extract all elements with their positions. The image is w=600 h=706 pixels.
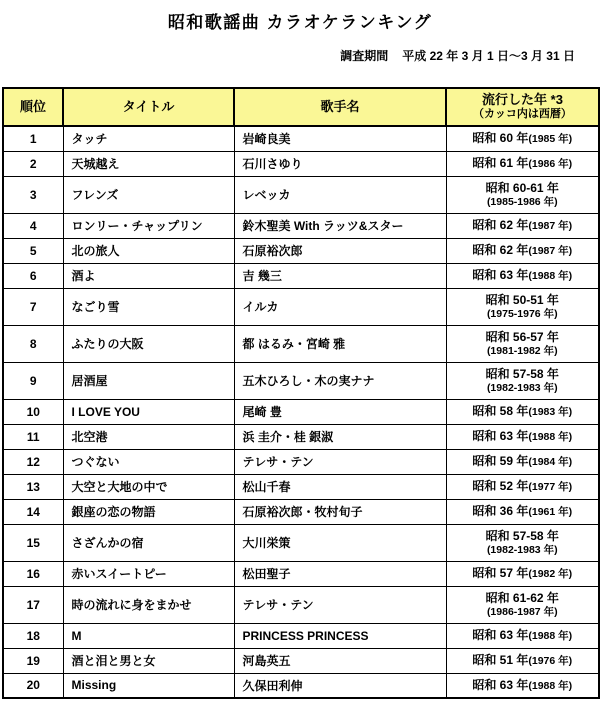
singer-cell: テレサ・テン	[234, 449, 446, 474]
year-showa: 昭和 61 年	[472, 156, 529, 171]
year-showa: 昭和 56-57 年	[485, 329, 559, 344]
song-title-cell: タッチ	[63, 126, 234, 151]
header-song-title: タイトル	[63, 88, 234, 126]
page-title: 昭和歌謡曲 カラオケランキング	[167, 13, 433, 32]
year-cell	[446, 126, 599, 151]
singer-cell: 五木ひろし・木の実ナナ	[234, 362, 446, 399]
song-title-cell: ロンリー・チャップリン	[63, 213, 234, 238]
table-row	[3, 424, 599, 449]
year-cell	[446, 213, 599, 238]
year-showa: 昭和 36 年	[472, 504, 529, 519]
song-title-cell: 赤いスイートピー	[63, 561, 234, 586]
ranking-table	[2, 87, 600, 699]
rank-cell: 20	[3, 673, 63, 698]
header-rank: 順位	[3, 88, 63, 126]
rank-cell: 15	[3, 524, 63, 561]
year-cell	[446, 424, 599, 449]
singer-cell: PRINCESS PRINCESS	[234, 623, 446, 648]
year-cell	[446, 474, 599, 499]
table-body	[3, 126, 599, 698]
year-western: (1961 年)	[528, 506, 573, 519]
rank-cell: 18	[3, 623, 63, 648]
singer-cell: 都 はるみ・宮崎 雅	[234, 325, 446, 362]
year-showa: 昭和 63 年	[472, 628, 529, 643]
year-showa: 昭和 51 年	[472, 653, 529, 668]
table-row	[3, 151, 599, 176]
year-showa: 昭和 57-58 年	[485, 528, 559, 543]
rank-cell: 1	[3, 126, 63, 151]
song-title-cell: 居酒屋	[63, 362, 234, 399]
year-western: (1986-1987 年)	[486, 605, 558, 618]
song-title-cell: 時の流れに身をまかせ	[63, 586, 234, 623]
song-title-cell: 大空と大地の中で	[63, 474, 234, 499]
year-showa: 昭和 57 年	[472, 566, 529, 581]
song-title-cell: 銀座の恋の物語	[63, 499, 234, 524]
header-singer: 歌手名	[234, 88, 446, 126]
survey-period-value: 平成 22 年 3 月 1 日～3 月 31 日	[402, 49, 575, 63]
year-western: (1975-1976 年)	[486, 307, 558, 320]
year-cell	[446, 524, 599, 561]
table-row	[3, 586, 599, 623]
year-showa: 昭和 57-58 年	[485, 366, 559, 381]
year-showa: 昭和 62 年	[472, 243, 529, 258]
year-showa: 昭和 63 年	[472, 429, 529, 444]
table-row	[3, 238, 599, 263]
table-header	[3, 88, 599, 126]
year-showa: 昭和 50-51 年	[485, 292, 559, 307]
table-row	[3, 449, 599, 474]
singer-cell: 久保田利伸	[234, 673, 446, 698]
song-title-cell: 北の旅人	[63, 238, 234, 263]
year-western: (1988 年)	[528, 630, 573, 643]
table-row	[3, 474, 599, 499]
singer-cell: 吉 幾三	[234, 263, 446, 288]
header-row	[3, 88, 599, 126]
year-showa: 昭和 63 年	[472, 677, 529, 692]
table-row	[3, 213, 599, 238]
table-row	[3, 399, 599, 424]
rank-cell: 12	[3, 449, 63, 474]
year-western: (1984 年)	[528, 456, 573, 469]
song-title-cell: なごり雪	[63, 288, 234, 325]
table-row	[3, 126, 599, 151]
survey-period	[0, 49, 600, 64]
year-western: (1986 年)	[528, 158, 573, 171]
year-western: (1982 年)	[528, 568, 573, 581]
song-title-cell: 北空港	[63, 424, 234, 449]
year-western: (1988 年)	[528, 679, 573, 692]
header-year-line2: （カッコ内は西暦）	[473, 108, 572, 121]
table-row	[3, 673, 599, 698]
song-title-cell: I LOVE YOU	[63, 399, 234, 424]
year-cell	[446, 561, 599, 586]
year-showa: 昭和 58 年	[472, 404, 529, 419]
rank-cell: 4	[3, 213, 63, 238]
rank-cell: 3	[3, 176, 63, 213]
year-cell	[446, 586, 599, 623]
table-row	[3, 623, 599, 648]
rank-cell: 10	[3, 399, 63, 424]
singer-cell: 河島英五	[234, 648, 446, 673]
year-western: (1988 年)	[528, 431, 573, 444]
song-title-cell: さざんかの宿	[63, 524, 234, 561]
table-row	[3, 325, 599, 362]
table-row	[3, 288, 599, 325]
song-title-cell: つぐない	[63, 449, 234, 474]
table-row	[3, 263, 599, 288]
year-western: (1985-1986 年)	[486, 195, 558, 208]
year-western: (1982-1983 年)	[486, 381, 558, 394]
singer-cell: イルカ	[234, 288, 446, 325]
rank-cell: 17	[3, 586, 63, 623]
year-western: (1976 年)	[528, 655, 573, 668]
year-cell	[446, 362, 599, 399]
rank-cell: 7	[3, 288, 63, 325]
table-row	[3, 499, 599, 524]
song-title-cell: ふたりの大阪	[63, 325, 234, 362]
rank-cell: 11	[3, 424, 63, 449]
rank-cell: 19	[3, 648, 63, 673]
table-row	[3, 561, 599, 586]
song-title-cell: Missing	[63, 673, 234, 698]
singer-cell: レベッカ	[234, 176, 446, 213]
rank-cell: 9	[3, 362, 63, 399]
year-cell	[446, 623, 599, 648]
year-western: (1981-1982 年)	[486, 344, 558, 357]
year-cell	[446, 238, 599, 263]
singer-cell: 尾崎 豊	[234, 399, 446, 424]
table-row	[3, 648, 599, 673]
survey-period-label: 調査期間	[340, 49, 389, 63]
year-showa: 昭和 63 年	[472, 268, 529, 283]
year-showa: 昭和 59 年	[472, 454, 529, 469]
year-cell	[446, 263, 599, 288]
year-cell	[446, 648, 599, 673]
singer-cell: 松田聖子	[234, 561, 446, 586]
year-cell	[446, 151, 599, 176]
table-row	[3, 362, 599, 399]
year-western: (1985 年)	[528, 133, 573, 146]
singer-cell: 岩崎良美	[234, 126, 446, 151]
singer-cell: 鈴木聖美 With ラッツ&スター	[234, 213, 446, 238]
year-showa: 昭和 61-62 年	[485, 590, 559, 605]
year-showa: 昭和 60 年	[472, 131, 529, 146]
singer-cell: 石川さゆり	[234, 151, 446, 176]
header-year	[446, 88, 599, 126]
year-cell	[446, 288, 599, 325]
table-row	[3, 524, 599, 561]
rank-cell: 2	[3, 151, 63, 176]
song-title-cell: 酒よ	[63, 263, 234, 288]
singer-cell: 石原裕次郎	[234, 238, 446, 263]
year-western: (1988 年)	[528, 270, 573, 283]
song-title-cell: M	[63, 623, 234, 648]
singer-cell: 大川栄策	[234, 524, 446, 561]
year-cell	[446, 673, 599, 698]
rank-cell: 13	[3, 474, 63, 499]
rank-cell: 6	[3, 263, 63, 288]
singer-cell: 石原裕次郎・牧村旬子	[234, 499, 446, 524]
year-cell	[446, 176, 599, 213]
year-western: (1983 年)	[528, 406, 573, 419]
song-title-cell: 酒と泪と男と女	[63, 648, 234, 673]
year-western: (1987 年)	[528, 220, 573, 233]
year-western: (1977 年)	[528, 481, 573, 494]
rank-cell: 8	[3, 325, 63, 362]
year-western: (1987 年)	[528, 245, 573, 258]
year-cell	[446, 325, 599, 362]
table-row	[3, 176, 599, 213]
rank-cell: 16	[3, 561, 63, 586]
year-showa: 昭和 52 年	[472, 479, 529, 494]
year-showa: 昭和 62 年	[472, 218, 529, 233]
singer-cell: テレサ・テン	[234, 586, 446, 623]
year-cell	[446, 499, 599, 524]
year-cell	[446, 399, 599, 424]
year-cell	[446, 449, 599, 474]
singer-cell: 浜 圭介・桂 銀淑	[234, 424, 446, 449]
rank-cell: 14	[3, 499, 63, 524]
header-year-line1: 流行した年 *3	[482, 92, 563, 107]
song-title-cell: フレンズ	[63, 176, 234, 213]
rank-cell: 5	[3, 238, 63, 263]
song-title-cell: 天城越え	[63, 151, 234, 176]
singer-cell: 松山千春	[234, 474, 446, 499]
year-showa: 昭和 60-61 年	[485, 180, 559, 195]
year-western: (1982-1983 年)	[486, 543, 558, 556]
